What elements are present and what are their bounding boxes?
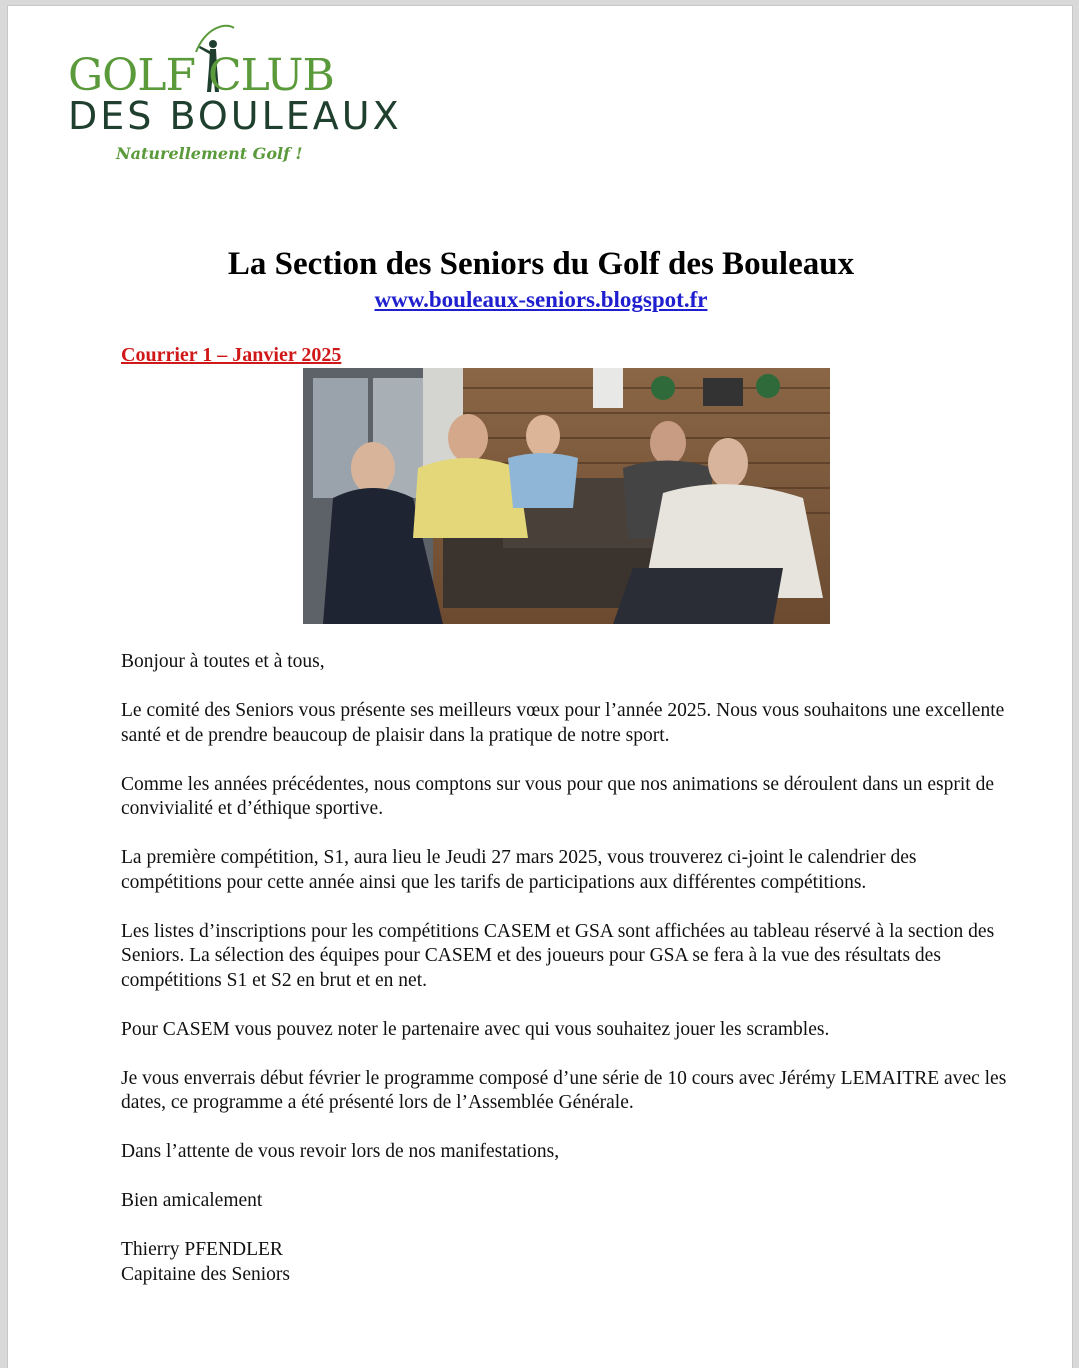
logo-line-golf-club: GOLF CLUB xyxy=(68,50,334,101)
first-competition-paragraph: La première compétition, S1, aura lieu le Jeudi 27 mars 2025, vous trouverez ci-joint le calendrier des compétitions pour cette année ainsi que les tarifs de participations aux différentes compétitions. xyxy=(121,847,917,893)
wishes-paragraph: Le comité des Seniors vous présente ses meilleurs vœux pour l’année 2025. Nous vous souhaitons une excellente santé et de prendre beaucoup de plaisir dans la pratique de notre sport. xyxy=(121,700,1005,746)
document-page xyxy=(7,5,1073,1368)
casem-paragraph: Pour CASEM vous pouvez noter le partenaire avec qui vous souhaitez jouer les scrambles. xyxy=(121,1018,830,1040)
regards-paragraph: Bien amicalement xyxy=(121,1190,263,1211)
registration-paragraph: Les listes d’inscriptions pour les compétitions CASEM et GSA sont affichées au tableau réservé à la section des Seniors. La sélection des équipes pour CASEM et des joueurs pour GSA se fera à la vue des résultats des compétitions S1 et S2 en brut et en net. xyxy=(121,920,995,991)
program-paragraph: Je vous enverrais début février le programme composé d’une série de 10 cours avec Jérémy LEMAITRE avec les dates, ce programme a été présenté lors de l’Assemblée Générale. xyxy=(121,1067,1007,1113)
blog-link[interactable]: www.bouleaux-seniors.blogspot.fr xyxy=(374,287,708,312)
golf-club-logo xyxy=(68,20,402,170)
greeting-paragraph: Bonjour à toutes et à tous, xyxy=(121,651,325,672)
courrier-heading: Courrier 1 – Janvier 2025 xyxy=(121,344,342,366)
closing-paragraph: Dans l’attente de vous revoir lors de nos manifestations, xyxy=(121,1141,560,1162)
page-title: La Section des Seniors du Golf des Bouleaux xyxy=(227,246,855,282)
logo-line-des-bouleaux: DES BOULEAUX xyxy=(68,94,402,138)
signature-role: Capitaine des Seniors xyxy=(121,1263,290,1285)
conviviality-paragraph: Comme les années précédentes, nous comptons sur vous pour que nos animations se déroulent dans un esprit de convivialité et d’éthique sportive. xyxy=(121,773,994,819)
letter-body xyxy=(121,650,1021,1287)
signature-name: Thierry PFENDLER xyxy=(121,1239,283,1260)
group-photo xyxy=(303,368,830,624)
logo-tagline: Naturellement Golf ! xyxy=(116,144,303,163)
